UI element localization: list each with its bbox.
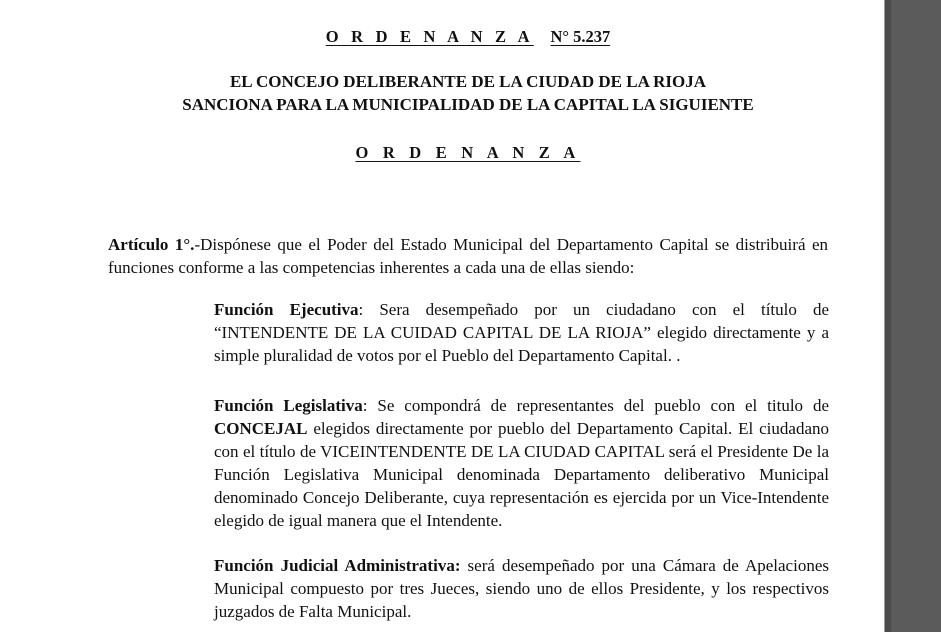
article-1 [108,233,828,279]
function-executive [214,298,829,367]
function-legislative-text-before: : Se compondrá de representantes del pueblo con el titulo de [362,396,829,415]
function-judicial-text: será desempeñado por una Cámara de Apelaciones Municipal compuesto por tres Jueces, siendo uno de ellos Presidente, y los respectivos juzgados de Falta Municipal. [214,556,829,621]
function-legislative-emphasis: CONCEJAL [214,419,308,438]
function-judicial-label: Función Judicial Administrativa: [214,556,461,575]
ordinance-title-label: O R D E N A N Z A [325,27,534,46]
ordinance-number: N° 5.237 [550,27,611,46]
ordinance-title [0,27,885,47]
function-judicial [214,554,829,623]
function-executive-label: Función Ejecutiva [214,300,359,319]
ordinance-subtitle-text: O R D E N A N Z A [355,143,581,162]
function-executive-text: : Sera desempeñado por un ciudadano con el título de “INTENDENTE DE LA CUIDAD CAPITAL DE LA RIOJA” elegido directamente y a simple pluralidad de votos por el Pueblo del Departamento Capital. . [214,300,829,365]
ordinance-subtitle [0,143,885,163]
function-legislative-label: Función Legislativa [214,396,363,415]
heading-line-2: SANCIONA PARA LA MUNICIPALIDAD DE LA CAPITAL LA SIGUIENTE [182,95,754,114]
function-legislative [214,394,829,532]
article-1-label: Artículo 1°. [108,235,195,254]
article-1-text: -Dispónese que el Poder del Estado Municipal del Departamento Capital se distribuirá en funciones conforme a las competencias inherentes a cada una de ellas siendo: [108,235,828,277]
heading-line-1: EL CONCEJO DELIBERANTE DE LA CIUDAD DE LA RIOJA [229,72,707,91]
function-legislative-text-after: elegidos directamente por pueblo del Departamento Capital. El ciudadano con el título de VICEINTENDENTE DE LA CIUDAD CAPITAL será el Presidente De la Función Legislativa Municipal denominada Departamento deliberativo Municipal denominado Concejo Deliberante, cuya representación es ejercida por un Vice-Intendente elegido de igual manera que el Intendente. [214,419,829,530]
